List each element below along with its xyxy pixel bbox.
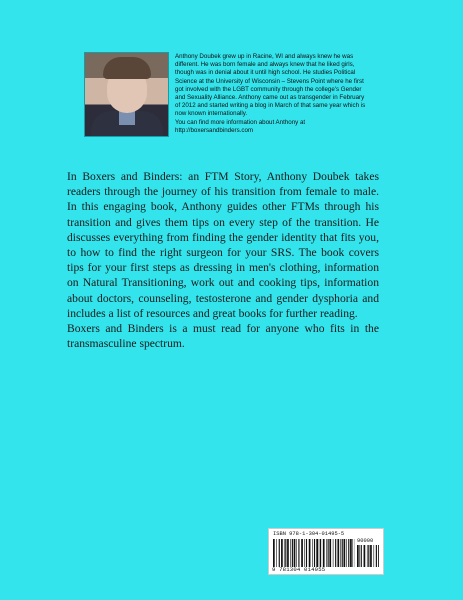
isbn-barcode [268,528,384,575]
barcode-bar [329,539,331,567]
barcode-bar [287,539,289,567]
bio-line: Anthony Doubek grew up in Racine, WI and always knew he was [175,53,354,60]
bio-url: http://boxersandbinders.com [175,126,254,134]
barcode-bar [296,539,297,567]
bio-line: and Sexuality Alliance. Anthony came out as transgender in February [175,94,365,102]
bio-line: now known internationally. [175,110,248,118]
barcode-bar [301,539,303,567]
isbn-label: ISBN 978-1-304-01495-5 [273,531,345,537]
barcode-bar [276,539,277,567]
barcode-bar [306,539,307,567]
barcode-bar [348,539,349,567]
barcode-addon-bars [357,545,379,567]
barcode-bar [285,539,286,567]
description-paragraph-1: In Boxers and Binders: an FTM Story, Anthony Doubek takes readers through the journey of his transition from female to male. In this engaging book, Anthony guides other FTMs through his transition and gives them tips on every step of the transition. He discusses everything from finding the gender identity that fits you, to how to find the right surgeon for your SRS. The book covers tips for your first steps as dressing in men's clothing, information on Natural Transitioning, work out and cooking tips, information about doctors, counseling, testosterone and gender dysphoria and includes a list of resources and great books for further reading. [67,170,379,320]
barcode-bar [337,539,339,567]
barcode-bar [328,539,329,567]
bio-line: different. He was born female and always knew that he liked girls, [175,61,355,69]
bio-line: You can find more information about Anthony at [175,118,306,126]
author-collar [119,111,135,125]
barcode-bar [273,539,275,567]
barcode-bars [273,539,355,567]
barcode-digits: 9 781304 014955 [272,566,326,573]
barcode-bar [340,539,341,567]
author-photo [84,52,169,137]
description-paragraph-2: Boxers and Binders is a must read for anyone who fits in the transmasculine spectrum. [67,322,379,351]
barcode-bar [376,545,377,567]
barcode-bar [342,539,343,567]
barcode-bar [378,545,379,567]
barcode-bar [290,539,291,567]
barcode-bar [316,539,318,567]
barcode-bar [350,539,352,567]
barcode-bar [335,539,336,567]
barcode-bar [309,539,311,567]
author-bio [175,53,395,135]
barcode-bar [346,539,347,567]
barcode-bar [292,539,293,567]
barcode-bar [323,539,325,567]
barcode-bar [312,539,313,567]
barcode-bar [333,539,334,567]
barcode-bar [314,539,315,567]
barcode-bar [298,539,299,567]
book-description [67,169,379,351]
barcode-bar [374,545,375,567]
barcode-bar [294,539,296,567]
barcode-bar [320,539,321,567]
barcode-bar [357,545,359,567]
barcode-bar [367,545,368,567]
barcode-bar [284,539,285,567]
barcode-bar [344,539,346,567]
barcode-bar [361,545,362,567]
barcode-bar [368,545,369,567]
bio-line: Science at the University of Wisconsin – Stevens Point where he first [175,77,364,85]
barcode-bar [326,539,327,567]
author-hair [103,57,151,79]
barcode-bar [279,539,280,567]
barcode-bar [304,539,305,567]
barcode-bar [281,539,283,567]
price-code: 90000 [357,538,374,544]
bio-line: though was in denial about it until high school. He studies Political [175,69,356,77]
bio-line: of 2012 and started writing a blog in March of that same year which is [175,102,366,110]
barcode-bar [352,539,353,567]
bio-line: got involved with the LGBT community through the college's Gender [175,85,362,93]
barcode-bar [359,545,360,567]
barcode-bar [370,545,372,567]
barcode-bar [319,539,320,567]
barcode-bar [364,545,366,567]
